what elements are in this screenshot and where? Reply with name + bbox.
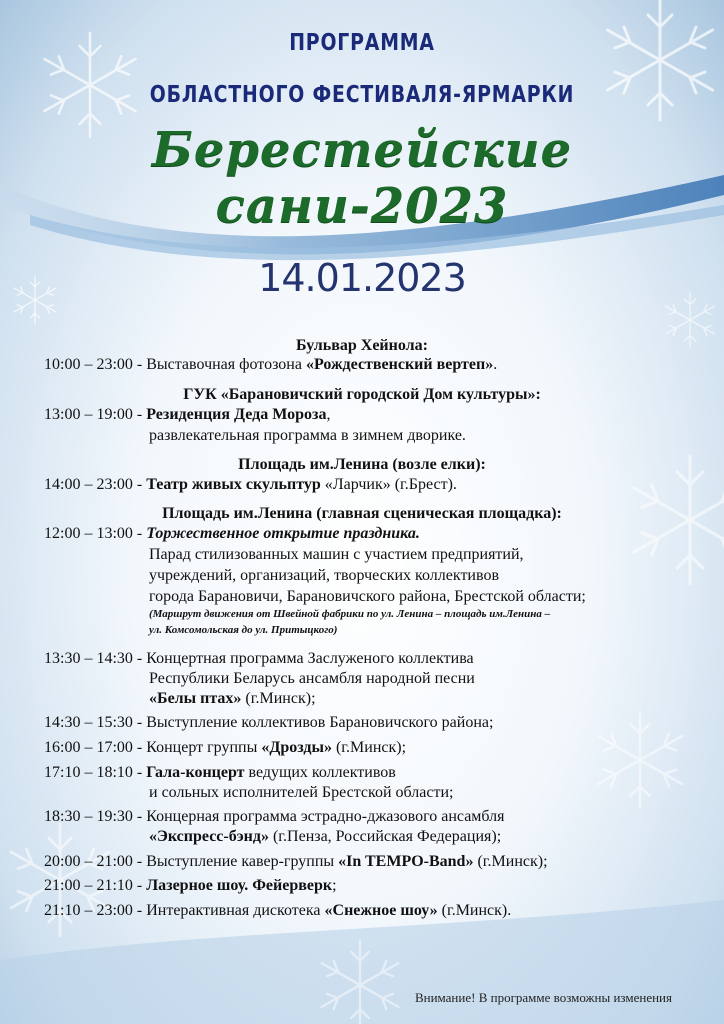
- route-note: (Маршрут движения от Швейной фабрики по ул. Ленина – площадь им.Ленина –: [149, 608, 551, 620]
- schedule-row: 17:10 – 18:10 - Гала-концерт ведущих коллективов: [44, 764, 396, 781]
- time: 14:00 – 23:00 -: [44, 476, 147, 493]
- event-detail: Парад стилизованных машин с участием предприятий,: [149, 546, 524, 563]
- schedule-row: 21:10 – 23:00 - Интерактивная дискотека «Снежное шоу» (г.Минск).: [44, 902, 512, 919]
- time: 14:30 – 15:30 -: [44, 714, 147, 731]
- event-detail: города Барановичи, Барановичского района, Брестской области;: [149, 588, 586, 605]
- time: 10:00 – 23:00 -: [44, 356, 147, 373]
- festival-subheading: ОБЛАСТНОГО ФЕСТИВАЛЯ-ЯРМАРКИ: [149, 82, 575, 108]
- time: 21:10 – 23:00 -: [44, 902, 147, 919]
- event-detail: и сольных исполнителей Брестской области;: [149, 784, 454, 801]
- event-detail: «Экспресс-бэнд» (г.Пенза, Российская Федерация);: [149, 828, 502, 845]
- schedule-row: 16:00 – 17:00 - Концерт группы «Дрозды» (г.Минск);: [44, 739, 407, 756]
- program-heading: ПРОГРАММА: [289, 30, 435, 56]
- venue-heading: Площадь им.Ленина (возле елки):: [238, 456, 486, 473]
- changes-warning: Внимание! В программе возможны изменения: [414, 990, 672, 1005]
- time: 13:30 – 14:30 -: [44, 650, 147, 667]
- venue-heading: Бульвар Хейнола:: [296, 337, 428, 354]
- event-detail: Республики Беларусь ансамбля народной песни: [149, 670, 475, 687]
- time: 16:00 – 17:00 -: [44, 739, 147, 756]
- time: 21:00 – 21:10 -: [44, 877, 147, 894]
- time: 13:00 – 19:00 -: [44, 406, 147, 423]
- event-detail: развлекательная программа в зимнем дворике.: [149, 427, 466, 444]
- event-date: 14.01.2023: [258, 256, 466, 300]
- venue-heading: ГУК «Барановичский городской Дом культуры»:: [183, 386, 541, 403]
- schedule-row: 12:00 – 13:00 - Торжественное открытие праздника.: [44, 525, 420, 542]
- schedule-row: 14:30 – 15:30 - Выступление коллективов Барановичского района;: [44, 714, 494, 731]
- time: 20:00 – 21:00 -: [44, 853, 147, 870]
- schedule-row: 18:30 – 19:30 - Концерная программа эстрадно-джазового ансамбля: [44, 808, 505, 825]
- schedule-row: 14:00 – 23:00 - Театр живых скульптур «Ларчик» (г.Брест).: [44, 476, 457, 493]
- time: 18:30 – 19:30 -: [44, 808, 147, 825]
- event-detail: «Белы птах» (г.Минск);: [149, 690, 316, 707]
- venue-heading: Площадь им.Ленина (главная сценическая площадка):: [162, 505, 562, 522]
- schedule-row: 13:00 – 19:00 - Резиденция Деда Мороза,: [44, 406, 331, 423]
- time: 12:00 – 13:00 -: [44, 525, 147, 542]
- schedule-row: 20:00 – 21:00 - Выступление кавер-группы «In TEMPO-Band» (г.Минск);: [44, 853, 548, 870]
- schedule-row: 21:00 – 21:10 - Лазерное шоу. Фейерверк;: [44, 877, 337, 894]
- event-detail: учреждений, организаций, творческих коллективов: [149, 567, 499, 584]
- schedule-row: 10:00 – 23:00 - Выставочная фотозона «Рождественский вертеп».: [44, 356, 498, 373]
- schedule-row: 13:30 – 14:30 - Концертная программа Заслуженого коллектива: [44, 650, 474, 667]
- time: 17:10 – 18:10 -: [44, 764, 147, 781]
- route-note: ул. Комсомольская до ул. Притыцкого): [149, 624, 338, 636]
- festival-title: Берестейские сани-2023: [151, 122, 573, 234]
